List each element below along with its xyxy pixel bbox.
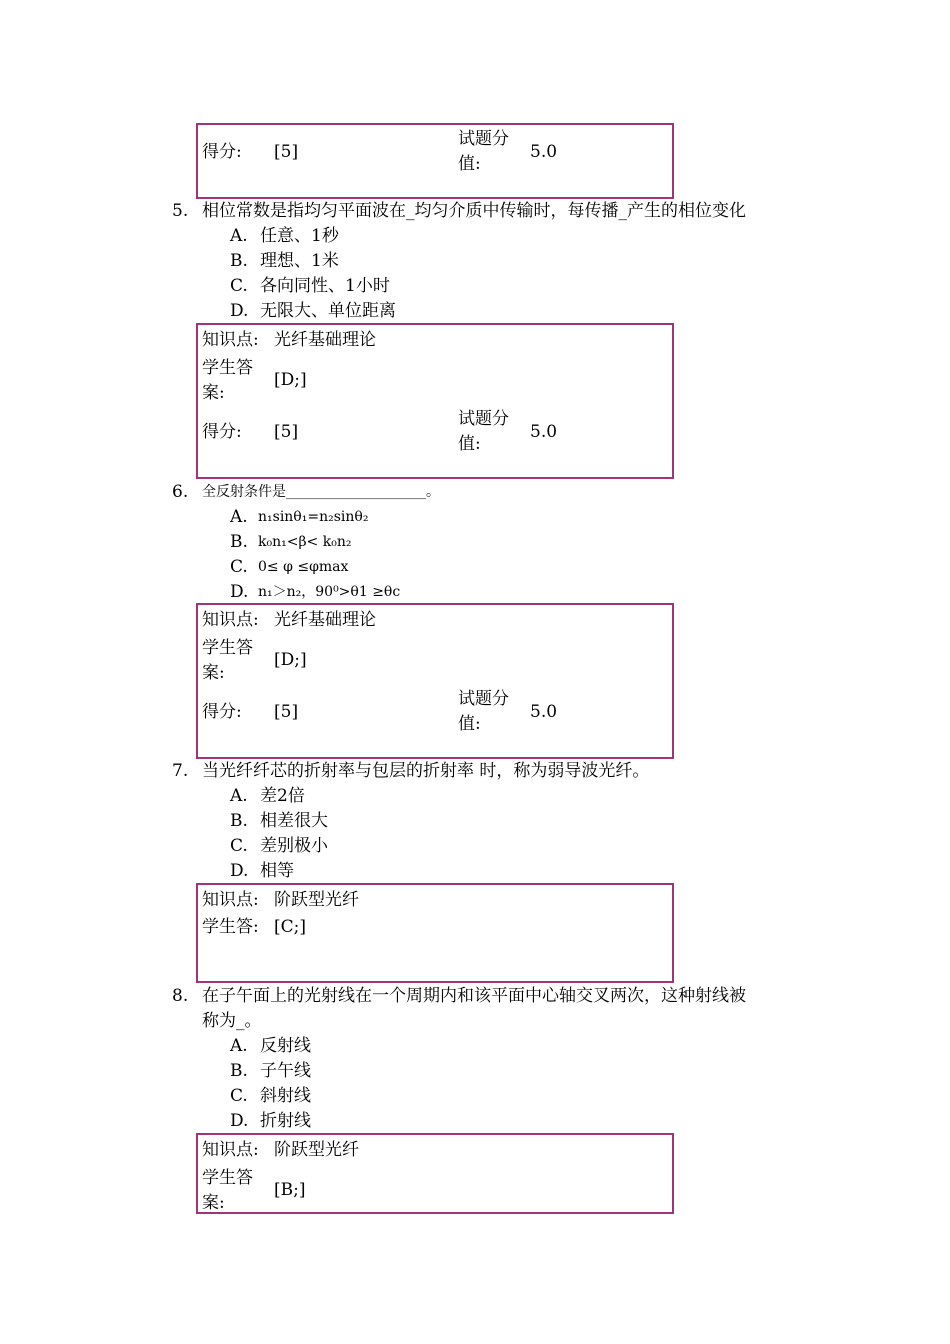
knowledge-label: 知识点: (202, 890, 259, 910)
knowledge-value: 光纤基础理论 (274, 610, 376, 630)
q6-option-d-letter: D. (230, 582, 249, 602)
q8-option-a[interactable]: 反射线 (260, 1036, 311, 1056)
student-answer-value: [D;] (274, 650, 307, 670)
q6-option-b-letter: B. (230, 532, 248, 552)
points-value: 5.0 (530, 422, 558, 442)
q7-option-a[interactable]: 差2倍 (260, 786, 305, 806)
question-4-result-box (196, 123, 674, 199)
student-answer-label-line1: 学生答 (202, 638, 253, 658)
q8-option-d-letter: D. (230, 1111, 249, 1131)
student-answer-label: 学生答: (202, 917, 259, 937)
q7-option-d-letter: D. (230, 861, 249, 881)
points-label-line2: 值: (458, 434, 481, 454)
knowledge-label: 知识点: (202, 1140, 259, 1160)
student-answer-label-line2: 案: (202, 1193, 225, 1213)
student-answer-label-line2: 案: (202, 663, 225, 683)
score-value: [5] (274, 702, 299, 722)
q7-option-c[interactable]: 差别极小 (260, 836, 328, 856)
score-label: 得分: (202, 702, 242, 722)
q8-option-d[interactable]: 折射线 (260, 1111, 311, 1131)
score-value: [5] (274, 422, 299, 442)
score-label: 得分: (202, 142, 242, 162)
question-7-text: 当光纤纤芯的折射率与包层的折射率 时，称为弱导波光纤。 (202, 761, 650, 781)
q7-option-b[interactable]: 相差很大 (260, 811, 328, 831)
knowledge-value: 光纤基础理论 (274, 330, 376, 350)
points-value: 5.0 (530, 702, 558, 722)
points-label-line1: 试题分 (458, 409, 509, 429)
student-answer-label-line1: 学生答 (202, 358, 253, 378)
q7-option-d[interactable]: 相等 (260, 861, 294, 881)
question-6-result-box (196, 603, 674, 759)
q8-option-c[interactable]: 斜射线 (260, 1086, 311, 1106)
q8-option-b[interactable]: 子午线 (260, 1061, 311, 1081)
q5-option-b[interactable]: 理想、1米 (260, 251, 339, 271)
points-label-line2: 值: (458, 154, 481, 174)
points-label-line1: 试题分 (458, 689, 509, 709)
q5-option-b-letter: B. (230, 251, 248, 271)
q6-option-b[interactable]: k₀n₁<β< k₀n₂ (258, 534, 352, 550)
question-8-number: 8. (172, 986, 189, 1006)
question-6-text: 全反射条件是____________________。 (202, 484, 440, 500)
question-5-text: 相位常数是指均匀平面波在_均匀介质中传输时，每传播_产生的相位变化 (202, 201, 746, 221)
score-label: 得分: (202, 422, 242, 442)
q6-option-c[interactable]: 0≤ φ ≤φmax (258, 559, 349, 575)
q6-option-d[interactable]: n₁＞n₂，90⁰>θ1 ≥θc (258, 584, 401, 600)
q6-option-c-letter: C. (230, 557, 248, 577)
points-value: 5.0 (530, 142, 558, 162)
student-answer-label-line1: 学生答 (202, 1168, 253, 1188)
student-answer-value: [B;] (274, 1180, 306, 1200)
question-5-number: 5. (172, 201, 189, 221)
question-8-result-box (196, 1133, 674, 1214)
q6-option-a[interactable]: n₁sinθ₁=n₂sinθ₂ (258, 509, 369, 525)
question-7-number: 7. (172, 761, 189, 781)
knowledge-label: 知识点: (202, 330, 259, 350)
q8-option-c-letter: C. (230, 1086, 248, 1106)
question-6-number: 6. (172, 482, 189, 502)
student-answer-label-line2: 案: (202, 383, 225, 403)
question-8-text-line1: 在子午面上的光射线在一个周期内和该平面中心轴交叉两次，这种射线被 (202, 986, 746, 1006)
q5-option-d-letter: D. (230, 301, 249, 321)
student-answer-value: [C;] (274, 917, 306, 937)
knowledge-label: 知识点: (202, 610, 259, 630)
knowledge-value: 阶跃型光纤 (274, 1140, 359, 1160)
knowledge-value: 阶跃型光纤 (274, 890, 359, 910)
q7-option-c-letter: C. (230, 836, 248, 856)
question-7-result-box (196, 883, 674, 983)
q8-option-b-letter: B. (230, 1061, 248, 1081)
q6-option-a-letter: A. (230, 507, 248, 527)
q7-option-b-letter: B. (230, 811, 248, 831)
score-value: [5] (274, 142, 299, 162)
student-answer-value: [D;] (274, 370, 307, 390)
q5-option-a-letter: A. (230, 226, 248, 246)
q5-option-c[interactable]: 各向同性、1小时 (260, 276, 390, 296)
question-8-text-line2: 称为_。 (202, 1011, 262, 1031)
q8-option-a-letter: A. (230, 1036, 248, 1056)
points-label-line1: 试题分 (458, 129, 509, 149)
q5-option-d[interactable]: 无限大、单位距离 (260, 301, 396, 321)
q5-option-a[interactable]: 任意、1秒 (260, 226, 339, 246)
q5-option-c-letter: C. (230, 276, 248, 296)
points-label-line2: 值: (458, 714, 481, 734)
question-5-result-box (196, 323, 674, 479)
q7-option-a-letter: A. (230, 786, 248, 806)
